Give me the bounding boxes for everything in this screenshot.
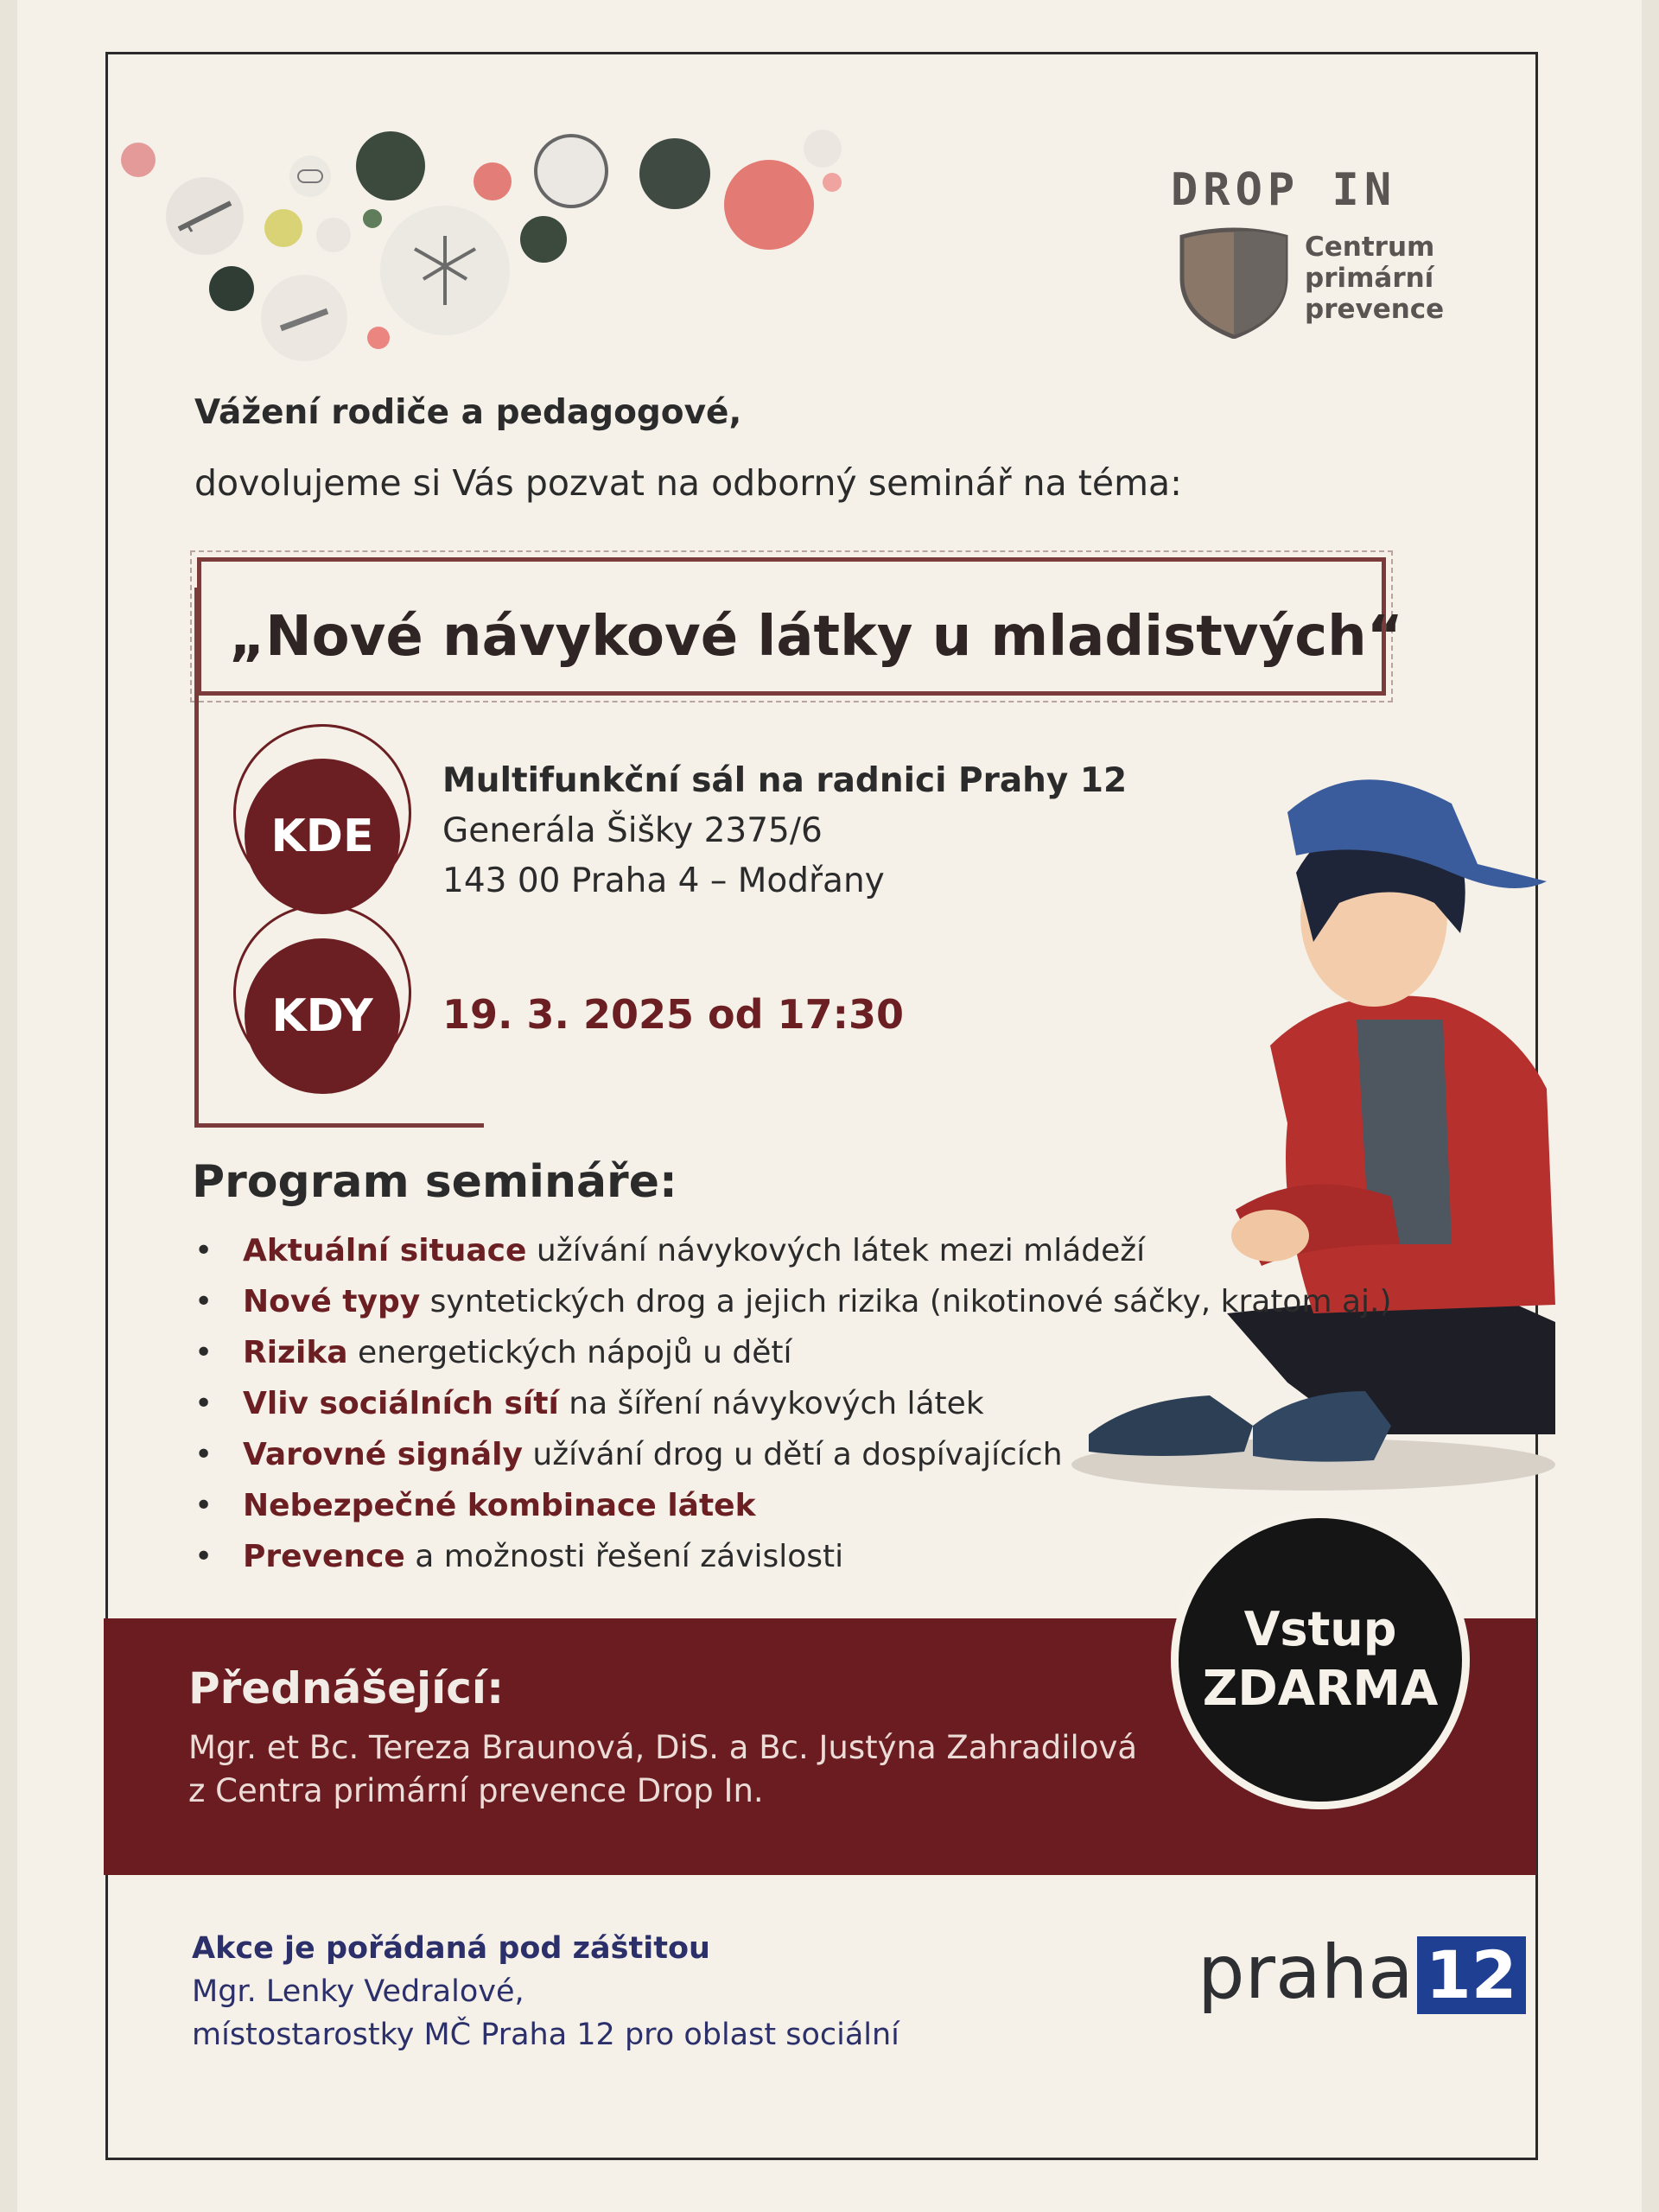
venue-city: 143 00 Praha 4 – Modřany (442, 861, 885, 900)
pill-icon (474, 162, 512, 200)
decor-dot (367, 327, 390, 349)
decor-dot (264, 209, 302, 247)
logo-subtitle-line: Centrum (1305, 232, 1435, 263)
patronage-note (192, 1927, 899, 2056)
badge-line: Vstup (1243, 1602, 1397, 1656)
list-item (194, 1327, 1392, 1378)
item-highlight: Prevence (243, 1539, 405, 1574)
pills-plate-icon (534, 134, 608, 208)
patron-name: Mgr. Lenky Vedralové, (192, 1974, 524, 2009)
cannabis-leaf-icon (380, 206, 510, 335)
praha-logo-text: praha (1198, 1929, 1414, 2016)
free-entry-badge (1171, 1510, 1470, 1809)
decor-dot (316, 218, 351, 252)
list-item (194, 1276, 1392, 1327)
praha12-logo (1198, 1931, 1526, 2014)
seminar-title: „Nové návykové látky u mladistvých“ (229, 605, 1403, 669)
event-datetime: 19. 3. 2025 od 17:30 (442, 991, 905, 1038)
greeting-line: Vážení rodiče a pedagogové, (194, 393, 742, 432)
list-item (194, 1378, 1392, 1429)
patronage-heading: Akce je pořádaná pod záštitou (192, 1931, 710, 1966)
badge-line: ZDARMA (1202, 1661, 1439, 1717)
mushroom-icon (356, 131, 425, 200)
item-highlight: Rizika (243, 1335, 348, 1370)
venue-name: Multifunkční sál na radnici Prahy 12 (442, 761, 1128, 800)
list-item (194, 1429, 1392, 1480)
lecturers-names: Mgr. et Bc. Tereza Braunová, DiS. a Bc. Justýna Zahradilová (188, 1729, 1138, 1766)
decor-dot (363, 209, 382, 228)
decor-dot (823, 173, 842, 192)
lecturers-heading: Přednášející: (188, 1663, 505, 1713)
beaker-icon (724, 160, 814, 250)
decor-dot (804, 130, 842, 168)
logo-subtitle (1305, 232, 1444, 325)
when-badge: KDY (245, 938, 400, 1094)
pill-icon (520, 216, 567, 263)
shield-logo-icon (1173, 226, 1294, 339)
item-highlight: Varovné signály (243, 1437, 523, 1472)
bottle-icon (639, 138, 710, 209)
item-text: a možnosti řešení závislosti (404, 1539, 844, 1574)
drop-in-logo: DROP IN (1171, 164, 1397, 216)
venue-street: Generála Šišky 2375/6 (442, 811, 823, 850)
logo-subtitle-line: primární (1305, 263, 1434, 294)
pill-icon (209, 266, 254, 311)
venue-address (442, 756, 1127, 906)
item-highlight: Aktuální situace (243, 1233, 527, 1268)
item-highlight: Vliv sociálních sítí (243, 1386, 559, 1421)
patron-role: místostarostky MČ Praha 12 pro oblast sociální (192, 2018, 899, 2052)
greeting-invite: dovolujeme si Vás pozvat na odborný seminář na téma: (194, 462, 1182, 504)
praha-logo-number: 12 (1417, 1936, 1526, 2014)
program-list (194, 1225, 1392, 1582)
where-badge: KDE (245, 759, 400, 914)
syringe-icon (166, 177, 244, 255)
logo-subtitle-line: prevence (1305, 294, 1445, 325)
list-item (194, 1480, 1392, 1531)
lecturers-text (188, 1726, 1137, 1813)
item-highlight: Nové typy (243, 1284, 421, 1319)
program-heading: Program semináře: (192, 1156, 677, 1208)
pill-icon (289, 156, 331, 197)
pill-icon (121, 143, 156, 177)
cigarette-icon (261, 275, 347, 361)
item-text: energetických nápojů u dětí (347, 1335, 792, 1370)
item-text: na šíření návykových látek (558, 1386, 984, 1421)
item-highlight: Nebezpečné kombinace látek (243, 1488, 756, 1523)
list-item (194, 1225, 1392, 1276)
item-text: užívání návykových látek mezi mládeží (526, 1233, 1146, 1268)
lecturers-org: z Centra primární prevence Drop In. (188, 1772, 764, 1809)
item-text: užívání drog u dětí a dospívajících (522, 1437, 1063, 1472)
item-text: syntetických drog a jejich rizika (nikotinové sáčky, kratom aj.) (420, 1284, 1392, 1319)
